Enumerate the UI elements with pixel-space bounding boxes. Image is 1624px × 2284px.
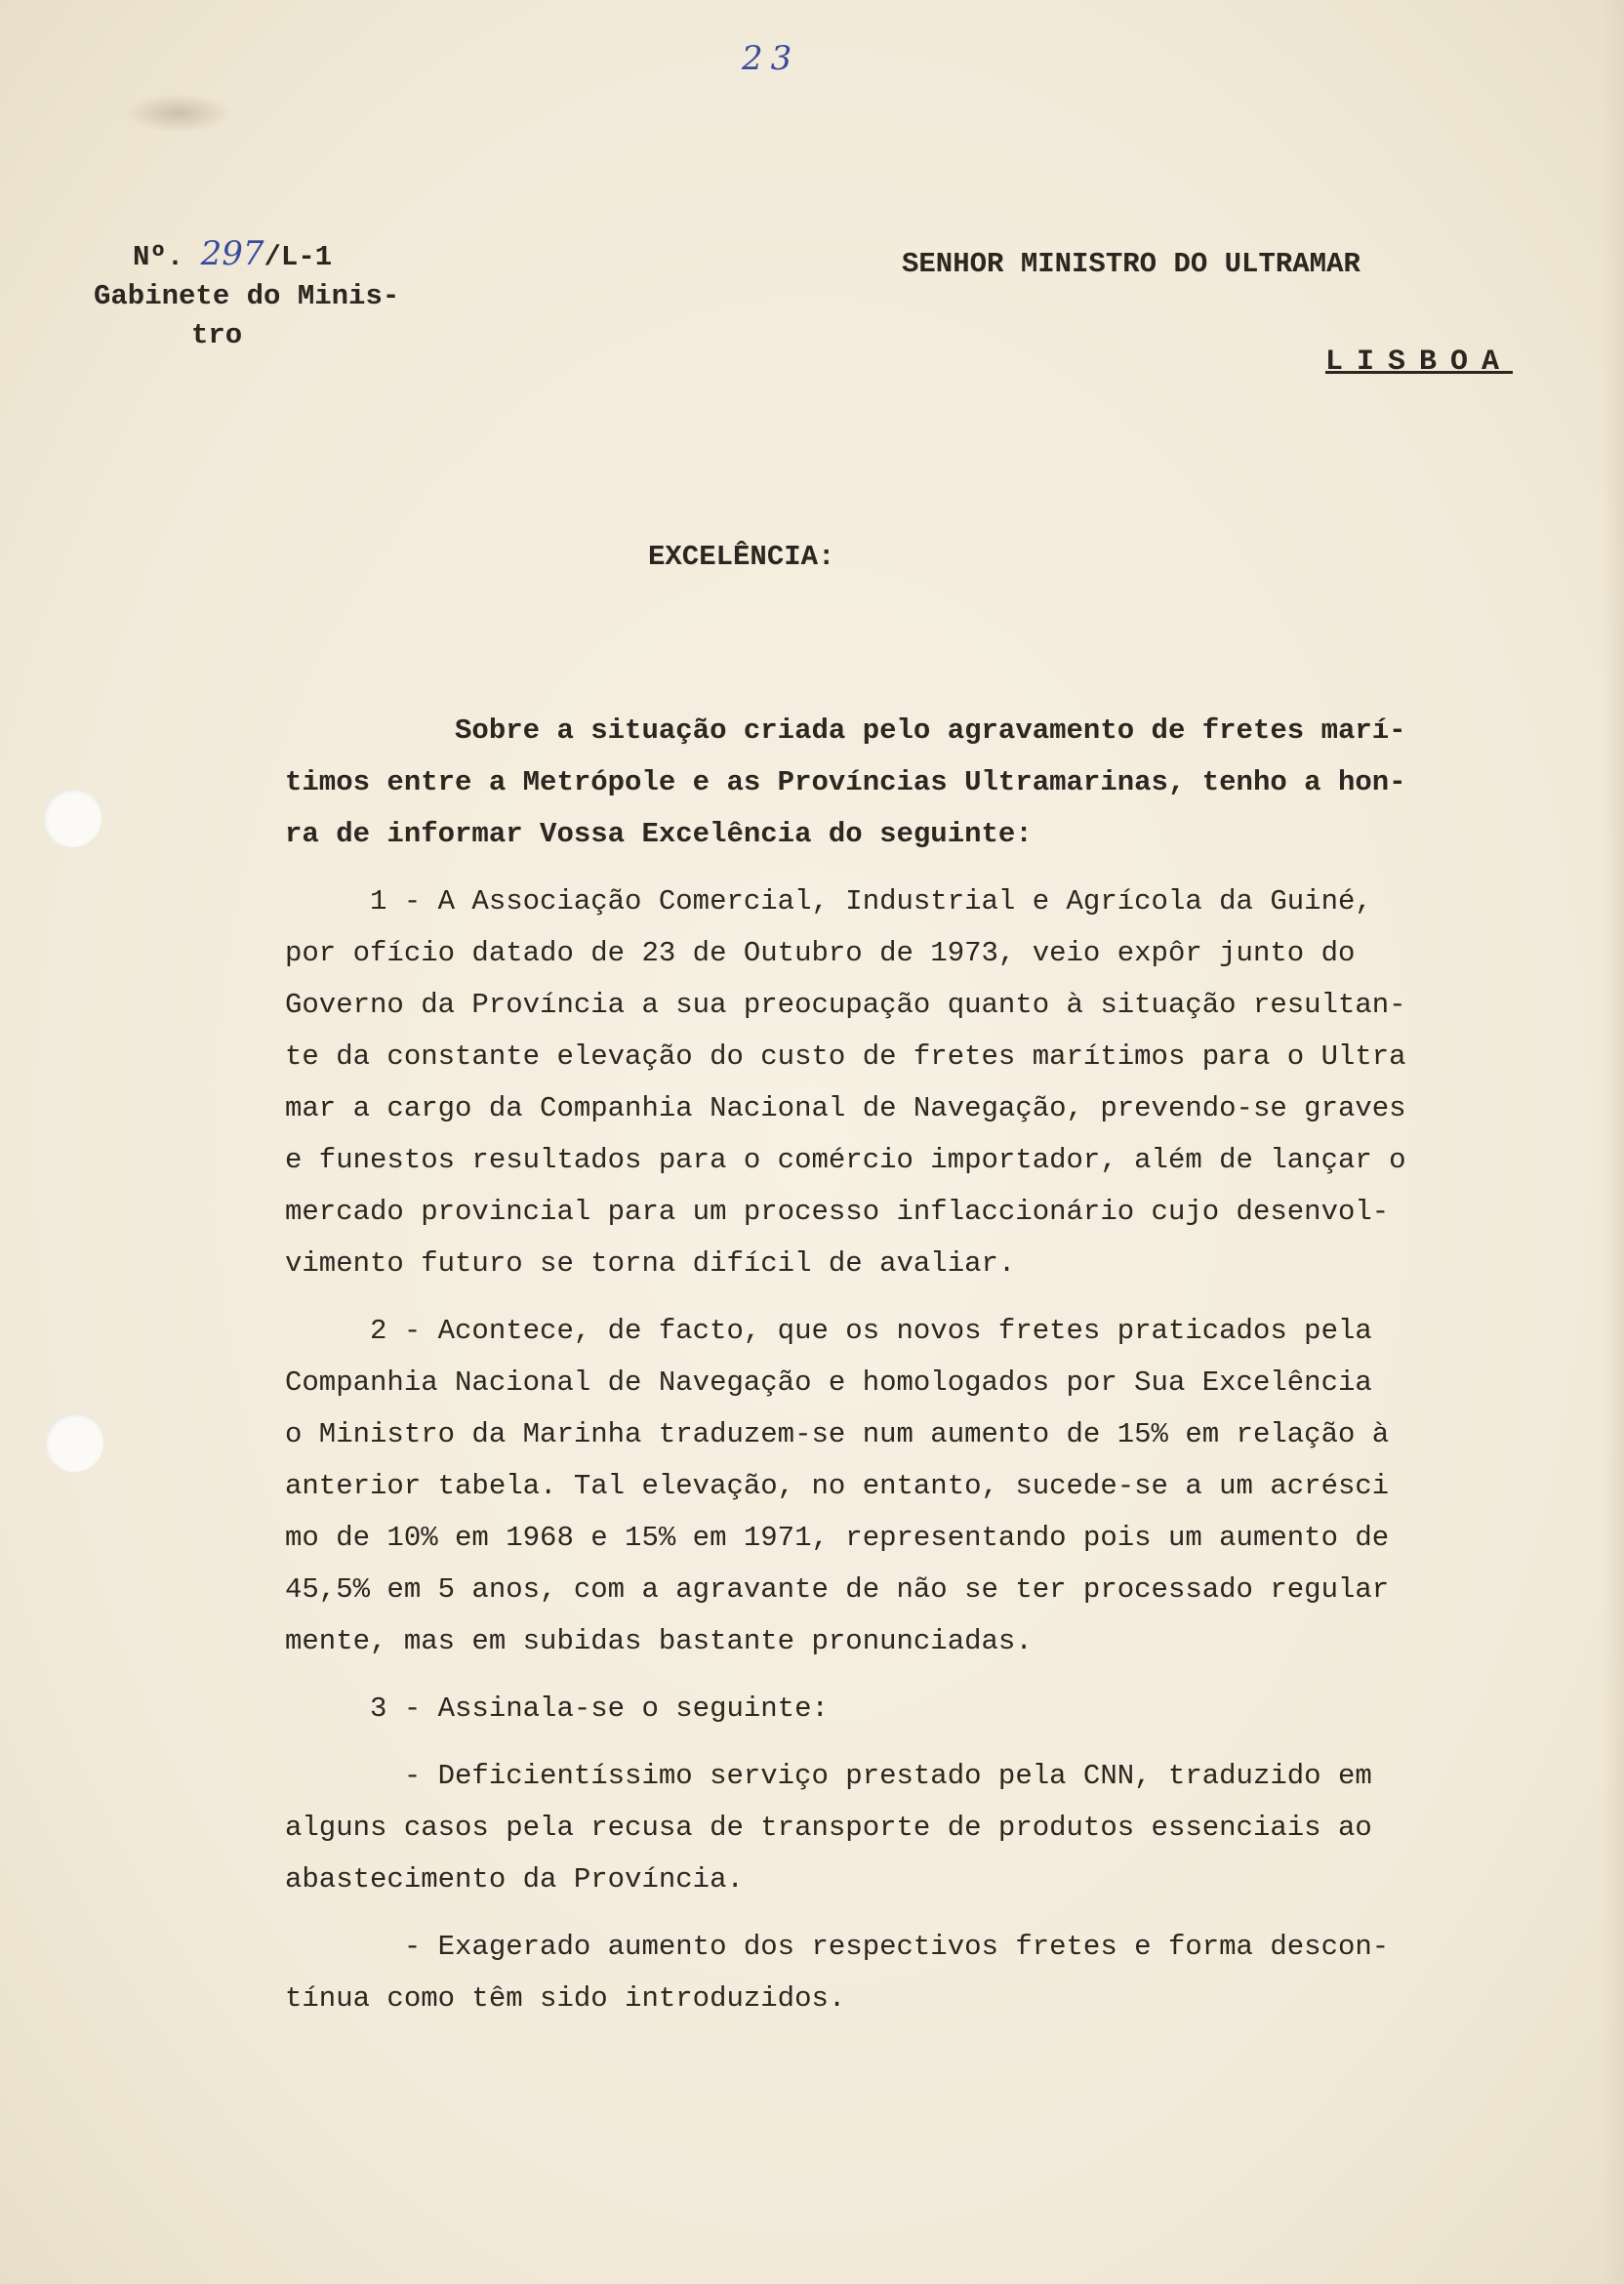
text-line: mercado provincial para um processo inflaccionário cujo desenvol- — [285, 1196, 1390, 1228]
paragraph-intro — [285, 705, 1554, 860]
punch-hole — [45, 1413, 103, 1472]
text-line: 3 - Assinala-se o seguinte: — [285, 1693, 829, 1725]
reference-suffix: /L-1 — [264, 241, 333, 273]
city: LISBOA — [1325, 346, 1514, 379]
reference-prefix: Nº. — [133, 241, 184, 273]
reference-number — [94, 234, 465, 277]
text-line: - Deficientíssimo serviço prestado pela CNN, traduzido em — [285, 1760, 1372, 1792]
text-line: mar a cargo da Companhia Nacional de Navegação, prevendo-se graves — [285, 1092, 1406, 1124]
reference-handwritten-number: 297 — [200, 234, 264, 273]
text-line: vimento futuro se torna difícil de avaliar. — [285, 1247, 1016, 1280]
reference-block — [94, 234, 465, 355]
paragraph-2 — [285, 1305, 1554, 1667]
letter-body — [285, 705, 1554, 2024]
text-line: Companhia Nacional de Navegação e homologados por Sua Excelência — [285, 1366, 1372, 1399]
text-line: 1 - A Associação Comercial, Industrial e Agrícola da Guiné, — [285, 885, 1372, 918]
text-line: o Ministro da Marinha traduzem-se num aumento de 15% em relação à — [285, 1418, 1390, 1450]
text-line: mente, mas em subidas bastante pronunciadas. — [285, 1625, 1033, 1657]
text-line: Governo da Província a sua preocupação quanto à situação resultan- — [285, 989, 1406, 1021]
text-line: 45,5% em 5 anos, com a agravante de não se ter processado regular — [285, 1573, 1390, 1606]
paper-edge — [1603, 0, 1624, 2284]
list-item-1 — [285, 1750, 1554, 1905]
text-line: tínua como têm sido introduzidos. — [285, 1982, 846, 2015]
punch-hole — [43, 789, 102, 847]
text-line: - Exagerado aumento dos respectivos fretes e forma descon- — [285, 1931, 1390, 1963]
text-line: 2 - Acontece, de facto, que os novos fretes praticados pela — [285, 1315, 1372, 1347]
text-line: Sobre a situação criada pelo agravamento de fretes marí- — [285, 714, 1406, 747]
text-line: te da constante elevação do custo de fretes marítimos para o Ultra — [285, 1040, 1406, 1073]
paragraph-1 — [285, 876, 1554, 1289]
stain-mark — [125, 94, 232, 133]
office-line-1: Gabinete do Minis- — [94, 280, 400, 312]
text-line: alguns casos pela recusa de transporte de produtos essenciais ao — [285, 1812, 1372, 1844]
text-line: ra de informar Vossa Excelência do seguinte: — [285, 818, 1033, 850]
text-line: mo de 10% em 1968 e 15% em 1971, representando pois um aumento de — [285, 1522, 1390, 1554]
page-number: 23 — [742, 39, 800, 78]
text-line: abastecimento da Província. — [285, 1863, 744, 1896]
salutation: EXCELÊNCIA: — [648, 541, 835, 573]
text-line: anterior tabela. Tal elevação, no entanto, sucede-se a um acrésci — [285, 1470, 1390, 1502]
addressee: SENHOR MINISTRO DO ULTRAMAR — [902, 248, 1360, 280]
list-item-2 — [285, 1921, 1554, 2024]
text-line: timos entre a Metrópole e as Províncias Ultramarinas, tenho a hon- — [285, 766, 1406, 798]
text-line: e funestos resultados para o comércio importador, além de lançar o — [285, 1144, 1406, 1176]
office-line-2: tro — [191, 319, 243, 351]
paragraph-3 — [285, 1683, 1554, 1734]
text-line: por ofício datado de 23 de Outubro de 1973, veio expôr junto do — [285, 937, 1356, 969]
